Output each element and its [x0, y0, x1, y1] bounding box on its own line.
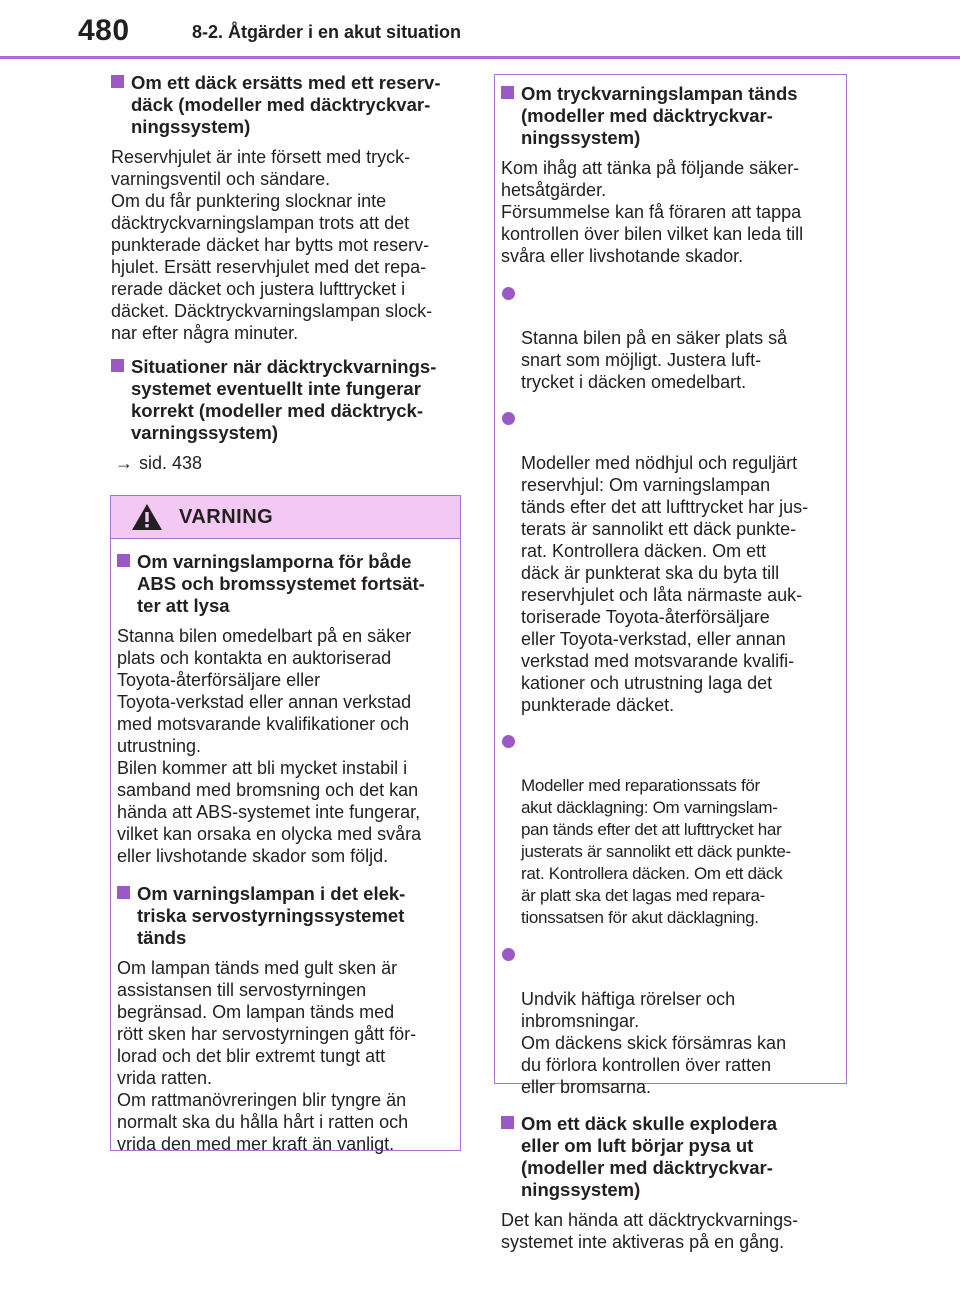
heading-system-situations [111, 356, 463, 444]
square-bullet-icon [501, 86, 514, 99]
page-reference-text: sid. 438 [139, 453, 203, 473]
page-header [0, 0, 960, 58]
warning-title: VARNING [179, 506, 274, 528]
warning-content [111, 539, 460, 1155]
list-item-text: Modeller med nödhjul och reguljärt reservhjul: Om varningslampan tänds efter det att lufttrycket har jus- terats är sannolikt ett däck punkte- rat. Kontrollera däcken. Om ett däck är punkterat ska du byta till reservhjulet och låta närmaste auk- toriserade Toyota-återförsäljare eller Toyota-verkstad, eller annan verkstad med motsvarande kvalifi- kationer och utrustning laga det punkterade däcket. [521, 453, 809, 715]
warning-header [111, 496, 460, 539]
heading-tire-burst [501, 1113, 840, 1201]
body-tire-burst: Det kan hända att däcktryckvarnings- systemet inte aktiveras på en gång. [501, 1210, 799, 1252]
heading-abs-lamps [117, 551, 454, 617]
round-bullet-icon [502, 412, 515, 425]
right-warning-box [494, 74, 847, 1252]
heading-power-steering [117, 883, 454, 949]
warning-box [110, 495, 461, 1154]
arrow-right-icon: → [115, 453, 133, 473]
list-item [501, 283, 840, 393]
round-bullet-icon [502, 735, 515, 748]
square-bullet-icon [111, 75, 124, 88]
round-bullet-icon [502, 287, 515, 300]
square-bullet-icon [117, 886, 130, 899]
list-item [501, 731, 840, 929]
heading-text: Om varningslamporna för både ABS och bromssystemet fortsät- ter att lysa [137, 551, 425, 616]
page-number: 480 [78, 14, 130, 47]
heading-text: Om ett däck skulle explodera eller om luft börjar pysa ut (modeller med däcktryckvar- ningssystem) [521, 1113, 778, 1200]
square-bullet-icon [117, 554, 130, 567]
heading-text: Om tryckvarningslampan tänds (modeller med däcktryckvar- ningssystem) [521, 83, 798, 148]
warning-triangle-icon [131, 503, 163, 531]
round-bullet-icon [502, 948, 515, 961]
body-pressure-lamp: Kom ihåg att tänka på följande säker- hetsåtgärder. Försummelse kan få föraren att tappa kontrollen över bilen vilket kan leda till svåra eller livshotande skador. [501, 158, 804, 266]
list-item [501, 408, 840, 716]
header-rule [0, 56, 960, 59]
heading-pressure-lamp [501, 83, 840, 149]
square-bullet-icon [111, 359, 124, 372]
section-title: 8-2. Åtgärder i en akut situation [192, 22, 462, 42]
square-bullet-icon [501, 1116, 514, 1129]
heading-spare-tire [111, 72, 463, 138]
heading-text: Om varningslampan i det elek- triska servostyrningssystemet tänds [137, 883, 406, 948]
list-item-text: Stanna bilen på en säker plats så snart som möjligt. Justera luft- trycket i däcken omedelbart. [521, 328, 788, 392]
list-item [501, 944, 840, 1098]
body-spare-tire: Reservhjulet är inte försett med tryck- varningsventil och sändare. Om du får punktering slocknar inte däcktryckvarningslampan trots att det punkterade däcket har bytts mot reserv- hjulet. Ersätt reservhjulet med det repa- rerade däcket och justera lufttrycket i däcket. Däcktryckvarningslampan slock- nar efter några minuter. [111, 147, 433, 343]
body-power-steering: Om lampan tänds med gult sken är assistansen till servostyrningen begränsad. Om lampan tänds med rött sken har servostyrningen gått för- lorad och det blir extremt tungt att vrida ratten. Om rattmanövreringen blir tyngre än normalt ska du hålla hårt i ratten och vrida den med mer kraft än vanligt. [117, 958, 417, 1154]
body-abs-lamps: Stanna bilen omedelbart på en säker plats och kontakta en auktoriserad Toyota-återförsäljare eller Toyota-verkstad eller annan verkstad med motsvarande kvalifikationer och utrustning. Bilen kommer att bli mycket instabil i samband med bromsning och det kan hända att ABS-systemet inte fungerar, vilket kan orsaka en olycka med svåra eller livshotande skador som följd. [117, 626, 422, 866]
page-reference[interactable] [111, 452, 463, 474]
heading-text: Situationer när däcktryckvarnings- systemet eventuellt inte fungerar korrekt (modeller med däcktryck- varningssystem) [131, 356, 437, 443]
heading-text: Om ett däck ersätts med ett reserv- däck (modeller med däcktryckvar- ningssystem) [131, 72, 441, 137]
left-column [111, 72, 463, 474]
list-item-text: Modeller med reparationssats för akut däcklagning: Om varningslam- pan tänds efter det att lufttrycket har justerats är sannolikt ett däck punkte- rat. Kontrollera däcken. Om ett däck är platt ska det lagas med repara- tionssatsen för akut däcklagning. [521, 776, 791, 927]
list-item-text: Undvik häftiga rörelser och inbromsningar. Om däckens skick försämras kan du förlora kontrollen över ratten eller bromsarna. [521, 989, 787, 1097]
